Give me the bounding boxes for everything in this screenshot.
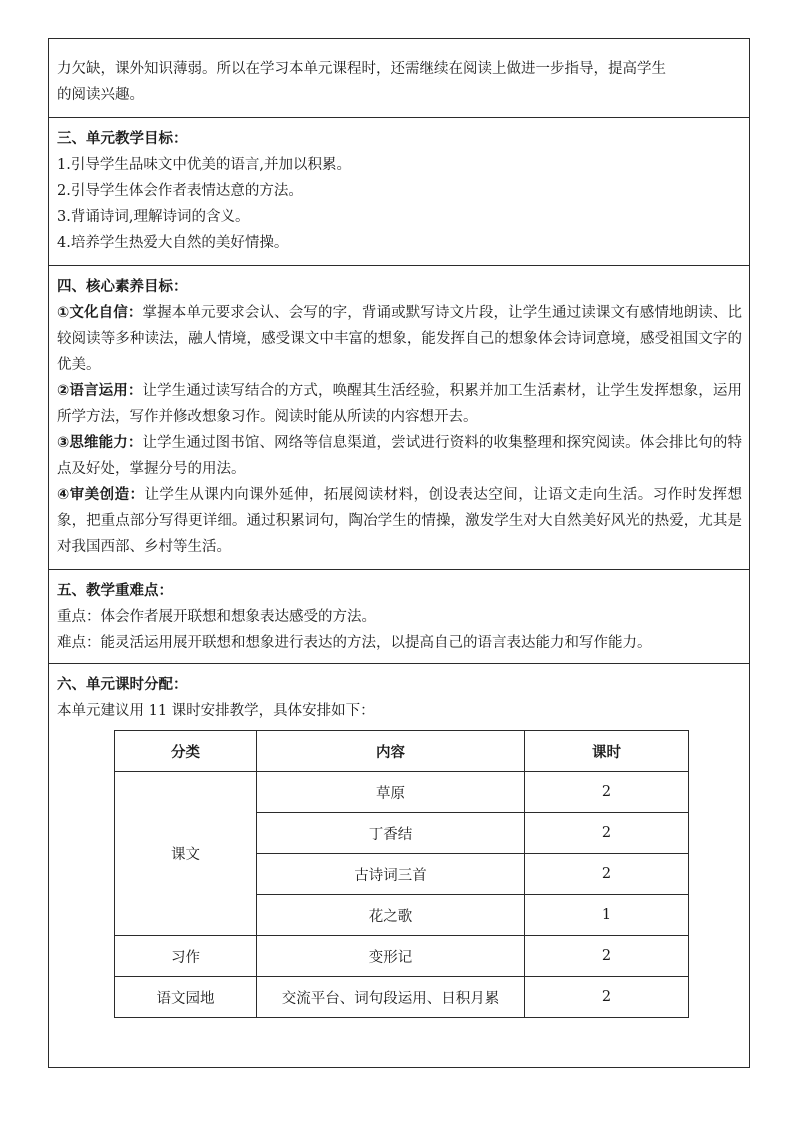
key-points-heading: 五、教学重难点： [57,583,173,599]
content-cell: 花之歌 [257,895,525,936]
hours-cell: 2 [525,977,689,1018]
intro-line: 的阅读兴趣。 [57,87,144,103]
hours-cell: 1 [525,895,689,936]
content-cell: 古诗词三首 [257,854,525,895]
goal-item: 2.引导学生体会作者表情达意的方法。 [57,183,303,199]
teaching-goals-heading: 三、单元教学目标： [57,131,188,147]
column-header-category: 分类 [115,731,257,772]
content-cell: 变形记 [257,936,525,977]
core-item-text: 让学生从课内向课外延伸，拓展阅读材料，创设表达空间，让语文走向生活。习作时发挥想象，把重点部分写得更详细。通过积累词句，陶冶学生的情操，激发学生对大自然美好风光的热爱，尤其是对我国西部、乡村等生活。 [57,487,743,555]
goal-item: 1.引导学生品味文中优美的语言,并加以积累。 [57,157,351,173]
intro-line: 力欠缺，课外知识薄弱。所以在学习本单元课程时，还需继续在阅读上做进一步指导，提高学生 [57,61,666,77]
teaching-goals-section [49,118,749,266]
lesson-plan-intro: 本单元建议用 11 课时安排教学，具体安排如下： [57,703,375,719]
table-row [115,977,689,1018]
content-cell: 草原 [257,772,525,813]
column-header-content: 内容 [257,731,525,772]
lesson-plan-table [114,730,689,1018]
category-cell: 语文园地 [115,977,257,1018]
core-item-aesthetics [57,482,742,560]
core-item-lead: ①文化自信： [57,305,143,321]
core-item-lead: ②语言运用： [57,383,143,399]
table-row [115,936,689,977]
lesson-plan-heading: 六、单元课时分配： [57,677,188,693]
hours-cell: 2 [525,936,689,977]
hours-cell: 2 [525,854,689,895]
difficult-point-line: 难点：能灵活运用展开联想和想象进行表达的方法，以提高自己的语言表达能力和写作能力。 [57,635,652,651]
core-item-lead: ③思维能力： [57,435,143,451]
goal-item: 4.培养学生热爱大自然的美好情操。 [57,235,289,251]
core-literacy-heading: 四、核心素养目标： [57,279,188,295]
table-row [115,772,689,813]
column-header-hours: 课时 [525,731,689,772]
category-cell: 习作 [115,936,257,977]
core-item-language [57,378,742,430]
key-point-line: 重点：体会作者展开联想和想象表达感受的方法。 [57,609,376,625]
content-cell: 丁香结 [257,813,525,854]
core-item-text: 让学生通过读写结合的方式，唤醒其生活经验，积累并加工生活素材，让学生发挥想象，运用所学方法，写作并修改想象习作。阅读时能从所读的内容想开去。 [57,383,743,425]
core-item-culture [57,300,742,378]
core-item-thinking [57,430,742,482]
intro-section [49,39,749,118]
document-frame [48,38,750,1068]
core-item-text: 掌握本单元要求会认、会写的字，背诵或默写诗文片段，让学生通过读课文有感情地朗读、比较阅读等多种读法，融人情境，感受课文中丰富的想象，能发挥自己的想象体会诗词意境，感受祖国文字的优美。 [57,305,743,373]
core-item-text: 让学生通过图书馆、网络等信息渠道，尝试进行资料的收集整理和探究阅读。体会排比句的特点及好处，掌握分号的用法。 [57,435,743,477]
content-cell: 交流平台、词句段运用、日积月累 [257,977,525,1018]
hours-cell: 2 [525,813,689,854]
category-cell: 课文 [115,772,257,936]
hours-cell: 2 [525,772,689,813]
key-points-section [49,570,749,664]
core-literacy-section [49,266,749,570]
goal-item: 3.背诵诗词,理解诗词的含义。 [57,209,250,225]
table-header-row [115,731,689,772]
core-item-lead: ④审美创造： [57,487,145,503]
lesson-plan-section [49,664,749,1067]
